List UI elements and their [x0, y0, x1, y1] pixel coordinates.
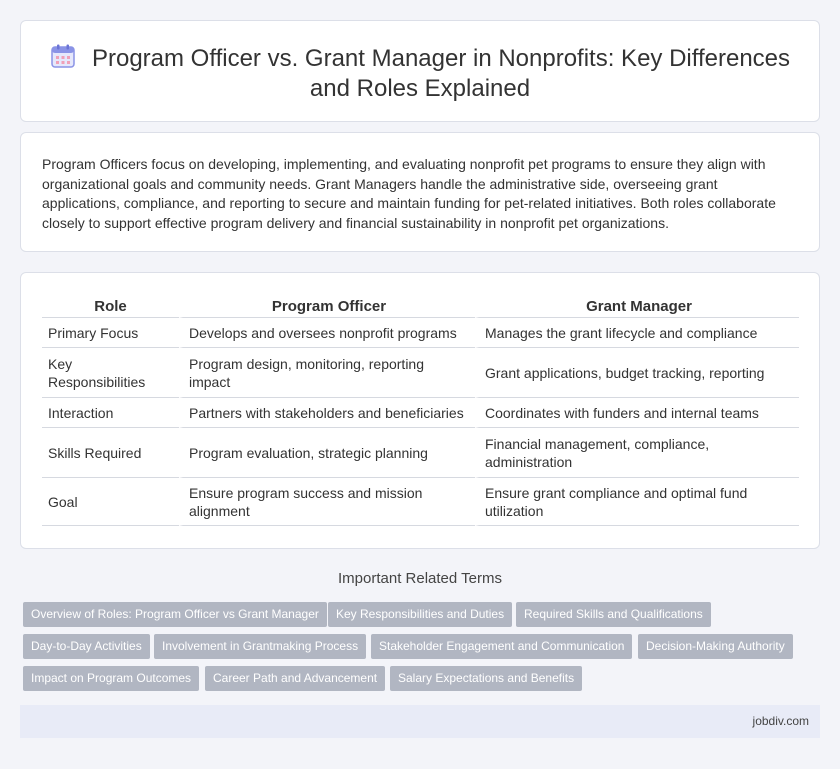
program-officer-cell: Develops and oversees nonprofit programs: [179, 318, 475, 348]
table-row: [42, 478, 799, 526]
title-card: [20, 20, 820, 122]
row-label: Key Responsibilities: [42, 348, 179, 398]
comparison-card: [20, 272, 820, 549]
related-tag-key-responsibilities[interactable]: Key Responsibilities and Duties: [328, 602, 512, 627]
table-row: [42, 318, 799, 348]
row-label: Goal: [42, 478, 179, 526]
grant-manager-cell: Manages the grant lifecycle and compliance: [475, 318, 799, 348]
related-tag-salary-expectations[interactable]: Salary Expectations and Benefits: [390, 666, 582, 691]
grant-manager-cell: Financial management, compliance, administration: [475, 428, 799, 478]
row-label: Interaction: [42, 398, 179, 428]
comparison-table: [42, 296, 799, 526]
table-row: [42, 428, 799, 478]
header-program-officer: Program Officer: [179, 296, 475, 318]
page-title: Program Officer vs. Grant Manager in Nonprofits: Key Differences and Roles Explained: [91, 45, 791, 102]
grant-manager-cell: Coordinates with funders and internal teams: [475, 398, 799, 428]
header-grant-manager: Grant Manager: [475, 296, 799, 318]
related-tag-required-skills[interactable]: Required Skills and Qualifications: [516, 602, 711, 627]
related-tag-day-to-day[interactable]: Day-to-Day Activities: [23, 634, 150, 659]
related-tag-stakeholder-engagement[interactable]: Stakeholder Engagement and Communication: [371, 634, 632, 659]
intro-paragraph: Program Officers focus on developing, implementing, and evaluating nonprofit pet programs to ensure they align with organizational goals and community needs. Grant Managers handle the administrative side, overseeing grant applications, compliance, and reporting to secure and maintain funding for pet-related initiatives. Both roles collaborate closely to support effective program delivery and financial sustainability in nonprofit pet organizations.: [42, 156, 776, 231]
grant-manager-cell: Grant applications, budget tracking, reporting: [475, 348, 799, 398]
program-officer-cell: Program evaluation, strategic planning: [179, 428, 475, 478]
related-terms-title: Important Related Terms: [338, 570, 502, 587]
program-officer-cell: Partners with stakeholders and beneficiaries: [179, 398, 475, 428]
table-header-row: [42, 296, 799, 318]
related-tag-career-path[interactable]: Career Path and Advancement: [205, 666, 385, 691]
program-officer-cell: Program design, monitoring, reporting impact: [179, 348, 475, 398]
related-tag-overview-of-roles[interactable]: Overview of Roles: Program Officer vs Grant Manager: [23, 602, 327, 627]
footer-brand[interactable]: jobdiv.com: [752, 714, 809, 728]
related-tag-decision-making[interactable]: Decision-Making Authority: [638, 634, 793, 659]
header-role: Role: [42, 296, 179, 318]
row-label: Skills Required: [42, 428, 179, 478]
program-officer-cell: Ensure program success and mission alignment: [179, 478, 475, 526]
related-tag-grantmaking-process[interactable]: Involvement in Grantmaking Process: [154, 634, 366, 659]
related-tag-impact-on-outcomes[interactable]: Impact on Program Outcomes: [23, 666, 199, 691]
intro-card: [20, 132, 820, 252]
page-title-wrap: [21, 43, 819, 104]
calendar-icon: [50, 43, 76, 69]
grant-manager-cell: Ensure grant compliance and optimal fund utilization: [475, 478, 799, 526]
table-row: [42, 398, 799, 428]
table-row: [42, 348, 799, 398]
footer-bar: [20, 705, 820, 738]
row-label: Primary Focus: [42, 318, 179, 348]
